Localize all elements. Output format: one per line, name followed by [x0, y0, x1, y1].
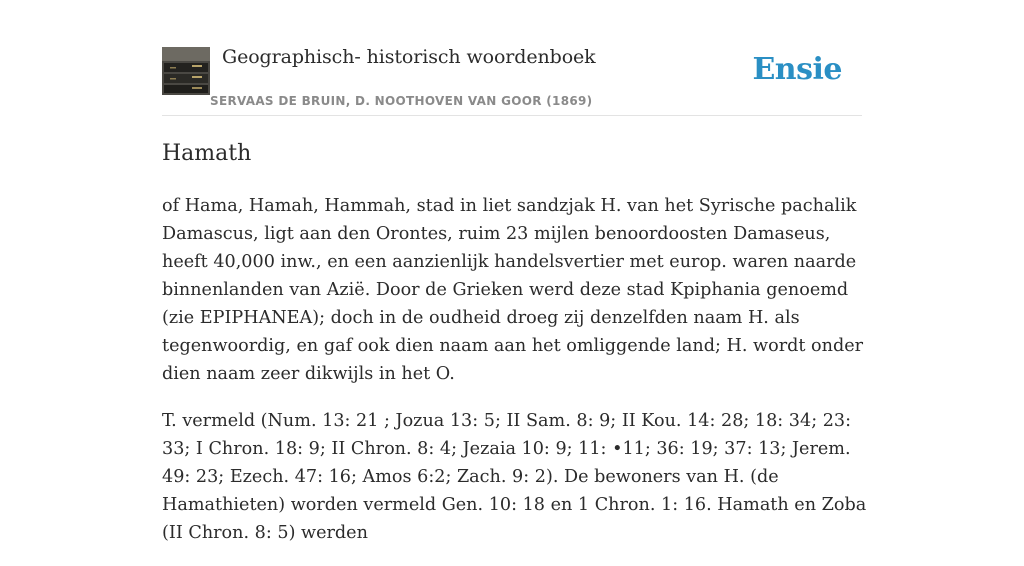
- ensie-logo[interactable]: Ensie: [752, 52, 842, 87]
- entry-body: [162, 192, 870, 566]
- entry-title: Hamath: [162, 141, 252, 166]
- book-authors-year: SERVAAS DE BRUIN, D. NOOTHOVEN VAN GOOR (1869): [210, 94, 593, 108]
- entry-paragraph: T. vermeld (Num. 13: 21 ; Jozua 13: 5; II Sam. 8: 9; II Kou. 14: 28; 18: 34; 23: 33; I Chron. 18: 9; II Chron. 8: 4; Jezaia 10: 9; 11: •11; 36: 19; 37: 13; Jerem. 49: 23; Ezech. 47: 16; Amos 6:2; Zach. 9: 2). De bewoners van H. (de Hamathieten) worden vermeld Gen. 10: 18 en 1 Chron. 1: 16. Hamath en Zoba (II Chron. 8: 5) werden: [162, 411, 867, 543]
- entry-paragraph: of Hama, Hamah, Hammah, stad in liet sandzjak H. van het Syrische pachalik Damascus, ligt aan den Orontes, ruim 23 mijlen benoordoosten Damaseus, heeft 40,000 inw., en een aanzienlijk handelsvertier met europ. waren naarde binnenlanden van Azië. Door de Grieken werd deze stad Kpiphania genoemd (zie EPIPHANEA); doch in de oudheid droeg zij denzelfden naam H. als tegenwoordig, en gaf ook dien naam aan het omliggende land; H. wordt onder dien naam zeer dikwijls in het O.: [162, 196, 864, 384]
- book-cover-icon[interactable]: [162, 47, 210, 95]
- book-title[interactable]: Geographisch- historisch woordenboek: [222, 46, 596, 68]
- book-header: [162, 40, 862, 116]
